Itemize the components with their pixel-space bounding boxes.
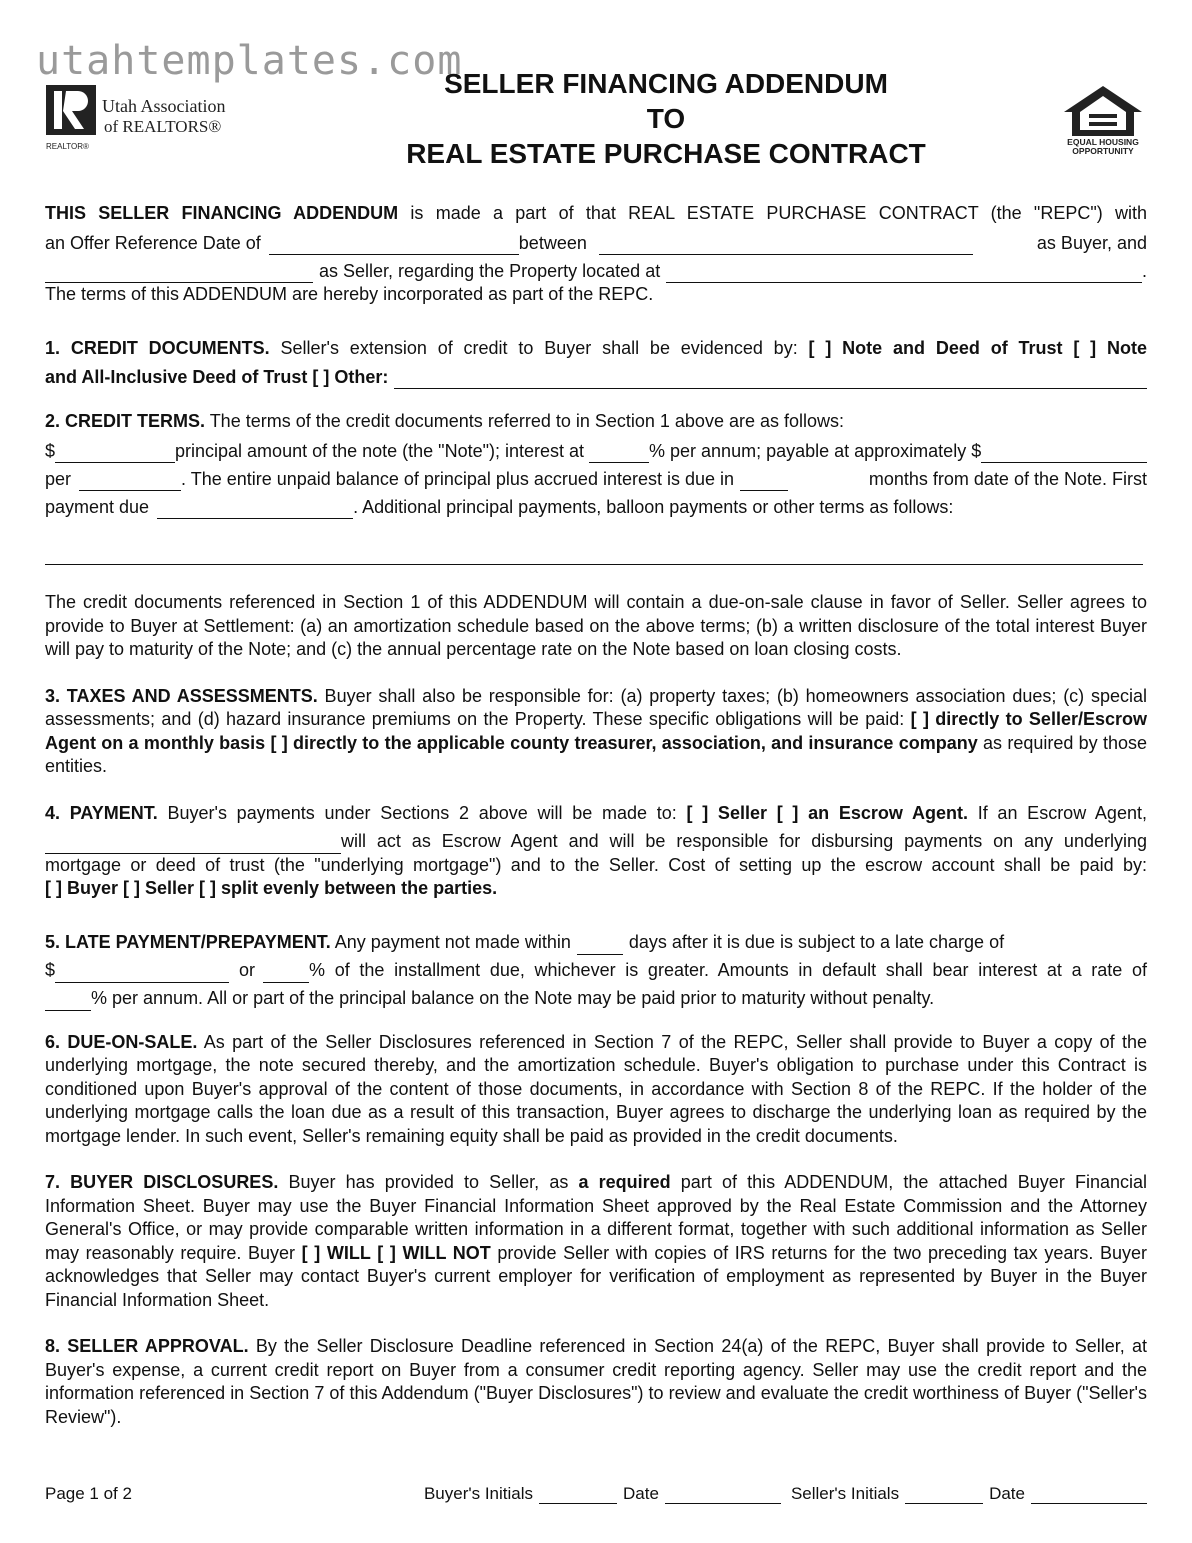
seller-date-field[interactable] [1031,1485,1147,1504]
document-body [45,200,1147,1429]
title-line-1: SELLER FINANCING ADDENDUM [444,68,888,99]
seller-initials-label: Seller's Initials [790,1484,900,1503]
logo-text-line2: of REALTORS® [104,117,222,136]
section-5 [45,927,1147,955]
section-1-text: Seller's extension of credit to Buyer shall be evidenced by: [269,338,809,358]
section-4-text: Buyer's payments under Sections 2 above will be made to: [157,802,687,823]
section-3 [45,685,1147,779]
section-4-heading: 4. PAYMENT. [45,802,158,823]
section-7-heading: 7. BUYER DISCLOSURES. [45,1172,279,1192]
section-1-options[interactable]: [ ] Note and Deed of Trust [ ] Note [808,338,1148,358]
seller-name-field[interactable] [45,264,313,283]
section-1-line-2 [45,362,1147,389]
late-days-field[interactable] [577,936,623,955]
s2-text-1b: principal amount of the note (the "Note"); interest at [175,440,585,461]
intro-text-3: between [518,232,587,253]
section-5-text-3: % per annum. All or part of the principal balance on the Note may be paid prior to maturity without penalty. [91,988,935,1008]
watermark: utahtemplates.com [36,38,463,84]
footer-initials [424,1484,1147,1504]
s5-or: or [239,960,256,980]
section-2-line-3 [45,491,1147,519]
section-1 [45,335,1147,362]
intro-line-2 [45,227,1147,255]
section-2 [45,407,1147,435]
section-3-options[interactable]: [ ] directly to Seller/Escrow Agent on a monthly basis [ ] directly to the applicable county treasurer, association, and insurance company [45,709,1147,753]
title-line-3: REAL ESTATE PURCHASE CONTRACT [406,138,926,169]
interest-rate-field[interactable] [589,444,649,463]
s5-dollar: $ [45,960,56,980]
section-4-text-2: If an Escrow Agent, [967,802,1147,823]
buyer-date-field[interactable] [665,1485,781,1504]
section-5-text-1a: Any payment not made within [330,932,571,952]
section-6-heading: 6. DUE-ON-SALE. [45,1031,198,1052]
escrow-agent-field[interactable] [45,835,341,854]
s2-text-2c: months from date of the Note. First [868,468,1147,489]
section-3-heading: 3. TAXES AND ASSESSMENTS. [45,685,318,706]
section-5-text-1b: days after it is due is subject to a late charge of [628,932,1005,952]
intro-text-1: is made a part of that REAL ESTATE PURCHASE CONTRACT (the "REPC") with [398,203,1147,223]
equal-housing-text1: EQUAL HOUSING [1067,137,1139,147]
buyer-name-field[interactable] [599,236,973,255]
logo-text-small: REALTOR® [46,142,89,151]
intro-text-5: as Seller, regarding the Property located at [319,260,661,281]
intro-line-3 [45,255,1147,283]
date-label-2: Date [989,1484,1025,1503]
section-3-tail: as required by those entities. [45,732,1147,776]
equal-housing-icon [1062,84,1144,156]
payment-amount-field[interactable] [981,444,1147,463]
intro-section [45,200,1147,227]
offer-reference-date-field[interactable] [269,236,519,255]
logo-text-line1: Utah Association [102,96,226,116]
other-credit-document-field[interactable] [394,370,1147,389]
buyer-initials-label: Buyer's Initials [423,1484,534,1503]
section-7-text-3: provide Seller with copies of IRS returns for the two preceding tax years. Buyer acknowledges that Seller may contact Buyer's current employer for verification of employment as represented by Buyer in the Buyer Financial Information Sheet. [45,1242,1147,1310]
section-4-line-3: mortgage or deed of trust (the "underlying mortgage") and to the Seller. Cost of setting up the escrow account shall be paid by: [45,854,1147,875]
section-5-line-2 [45,955,1147,983]
section-5-line-3 [45,983,1147,1011]
principal-amount-field[interactable] [55,444,175,463]
intro-line-4: The terms of this ADDENDUM are hereby incorporated as part of the REPC. [45,284,654,304]
intro-text-2: an Offer Reference Date of [45,232,261,253]
section-4 [45,802,1147,828]
section-6-text: As part of the Seller Disclosures referenced in Section 7 of the REPC, Seller shall provide to Buyer a copy of the underlying mortgage, the note secured thereby, and the amortization schedule. Buyer's obligation to purchase under this Contract is conditioned upon Buyer's approval of the content of those documents, in accordance with Section 8 of the REPC. If the holder of the underlying mortgage calls the loan due as a result of this transaction, Buyer agrees to discharge the underlying loan as required by the mortgage lender. In such event, Seller's remaining equity shall be paid as provided in the credit documents. [45,1031,1147,1146]
page-number: Page 1 of 2 [45,1484,132,1503]
section-2-text: The terms of the credit documents referred to in Section 1 above are as follows: [205,411,845,431]
section-4-text-l2: will act as Escrow Agent and will be responsible for disbursing payments on any underlying [341,831,1147,851]
title-line-2: TO [646,103,686,134]
section-2-line-2 [45,463,1147,491]
intro-bold: THIS SELLER FINANCING ADDENDUM [45,203,399,223]
months-due-field[interactable] [740,472,788,491]
section-5-text-2c: % of the installment due, whichever is greater. Amounts in default shall bear interest at a rate of [309,960,1147,980]
seller-initials-field[interactable] [905,1485,983,1504]
section-4-line-2 [45,828,1147,854]
default-interest-rate-field[interactable] [45,992,91,1011]
section-7-text-1: Buyer has provided to Seller, as [278,1172,579,1192]
late-charge-percent-field[interactable] [263,964,309,983]
section-8 [45,1335,1147,1429]
section-8-heading: 8. SELLER APPROVAL. [45,1336,249,1356]
section-7-bold-1: a required [578,1172,671,1192]
buyer-initials-field[interactable] [539,1485,617,1504]
payment-period-field[interactable] [79,472,181,491]
section-1-options-2[interactable]: and All-Inclusive Deed of Trust [ ] Other: [45,366,389,387]
page-footer [45,1484,1147,1504]
section-2-line-1 [45,435,1147,463]
section-8-text: By the Seller Disclosure Deadline referenced in Section 24(a) of the REPC, Buyer shall provide to Seller, at Buyer's expense, a current credit report on Buyer from a consumer credit reporting agency. Seller may use the credit report and the information referenced in Section 7 of this Addendum ("Buyer Disclosures") to review and evaluate the credit worthiness of Buyer ("Seller's Review"). [45,1336,1148,1427]
s2-text-3b: . Additional principal payments, balloon payments or other terms as follows: [353,496,954,517]
s2-text-2a: per [45,468,72,489]
section-7-options[interactable]: [ ] WILL [ ] WILL NOT [301,1242,491,1263]
s2-text-1c: % per annum; payable at approximately $ [649,440,982,461]
section-7-text-2: part of this ADDENDUM, the attached Buyer Financial Information Sheet. Buyer may use the Buyer Financial Information Sheet approved by the Real Estate Commission and the Attorney General's Office, or may provide comparable written information in a different format, together with such additional information as Seller may reasonably require. Buyer [45,1172,1147,1263]
utah-realtors-logo [44,83,244,153]
s2-text-3a: payment due [45,496,150,517]
s2-text-2b: . The entire unpaid balance of principal plus accrued interest is due in [181,468,735,489]
section-4-line-4[interactable]: [ ] Buyer [ ] Seller [ ] split evenly between the parties. [45,878,498,898]
section-2-paragraph: The credit documents referenced in Section 1 of this ADDENDUM will contain a due-on-sale clause in favor of Seller. Seller agrees to provide to Buyer at Settlement: (a) an amortization schedule based on the above terms; (b) a written disclosure of the total interest Buyer will pay to maturity of the Note; and (c) the annual percentage rate on the Note based on loan closing costs. [45,592,1147,659]
intro-text-4: as Buyer, and [1036,232,1147,253]
date-label-1: Date [623,1484,659,1503]
late-charge-amount-field[interactable] [55,964,229,983]
section-6 [45,1031,1147,1149]
equal-housing-text2: OPPORTUNITY [1072,146,1134,156]
section-5-heading: 5. LATE PAYMENT/PREPAYMENT. [45,932,331,952]
section-1-heading: 1. CREDIT DOCUMENTS. [45,338,270,358]
s2-dollar: $ [45,440,56,461]
property-address-field[interactable] [666,264,1142,283]
section-7 [45,1171,1147,1312]
section-3-text: Buyer shall also be responsible for: (a) property taxes; (b) homeowners association dues; (c) special assessments; and (d) hazard insurance premiums on the Property. These specific obligations will be paid: [45,685,1147,729]
first-payment-date-field[interactable] [157,500,353,519]
section-2-heading: 2. CREDIT TERMS. [45,411,206,431]
section-4-options[interactable]: [ ] Seller [ ] an Escrow Agent. [686,802,968,823]
intro-text-6: . [1141,260,1147,281]
